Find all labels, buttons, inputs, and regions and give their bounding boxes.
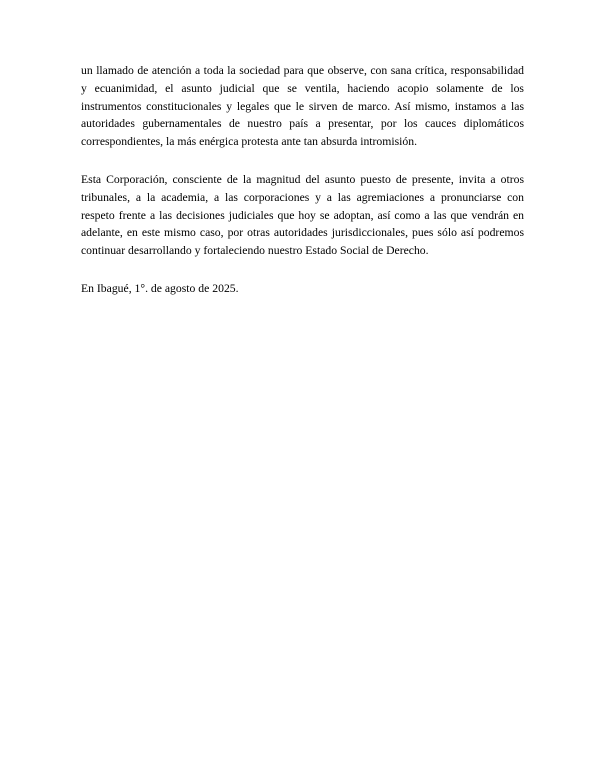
text-line: Esta Corporación, consciente de la magnitud del asunto puesto de presente, invita a otros — [81, 172, 524, 186]
document-body — [81, 62, 524, 318]
text-line: correspondientes, la más enérgica protesta ante tan absurda intromisión. — [81, 135, 418, 149]
text-line: un llamado de atención a toda la sociedad para que observe, con sana crítica, responsabilidad — [81, 64, 524, 77]
text-line: adelante, en este mismo caso, por otras autoridades jurisdiccionales, pues sólo así podremos — [81, 226, 524, 240]
text-line: autoridades gubernamentales de nuestro país a presentar, por los cauces diplomáticos — [81, 117, 524, 131]
text-line: y ecuanimidad, el asunto judicial que se ventila, haciendo acopio solamente de los — [81, 81, 524, 95]
paragraph-protest — [81, 62, 524, 151]
text-line: tribunales, a la academia, a las corporaciones y a las agremiaciones a pronunciarse con — [81, 190, 524, 204]
paragraph-dateline — [81, 280, 524, 298]
text-line: respeto frente a las decisiones judiciales que hoy se adoptan, así como a las que vendrán en — [81, 208, 524, 222]
text-line: instrumentos constitucionales y legales que le sirven de marco. Así mismo, instamos a las — [81, 99, 524, 113]
text-line: En Ibagué, 1°. de agosto de 2025. — [81, 281, 239, 295]
paragraph-invitation — [81, 171, 524, 260]
text-line: continuar desarrollando y fortaleciendo nuestro Estado Social de Derecho. — [81, 244, 429, 258]
